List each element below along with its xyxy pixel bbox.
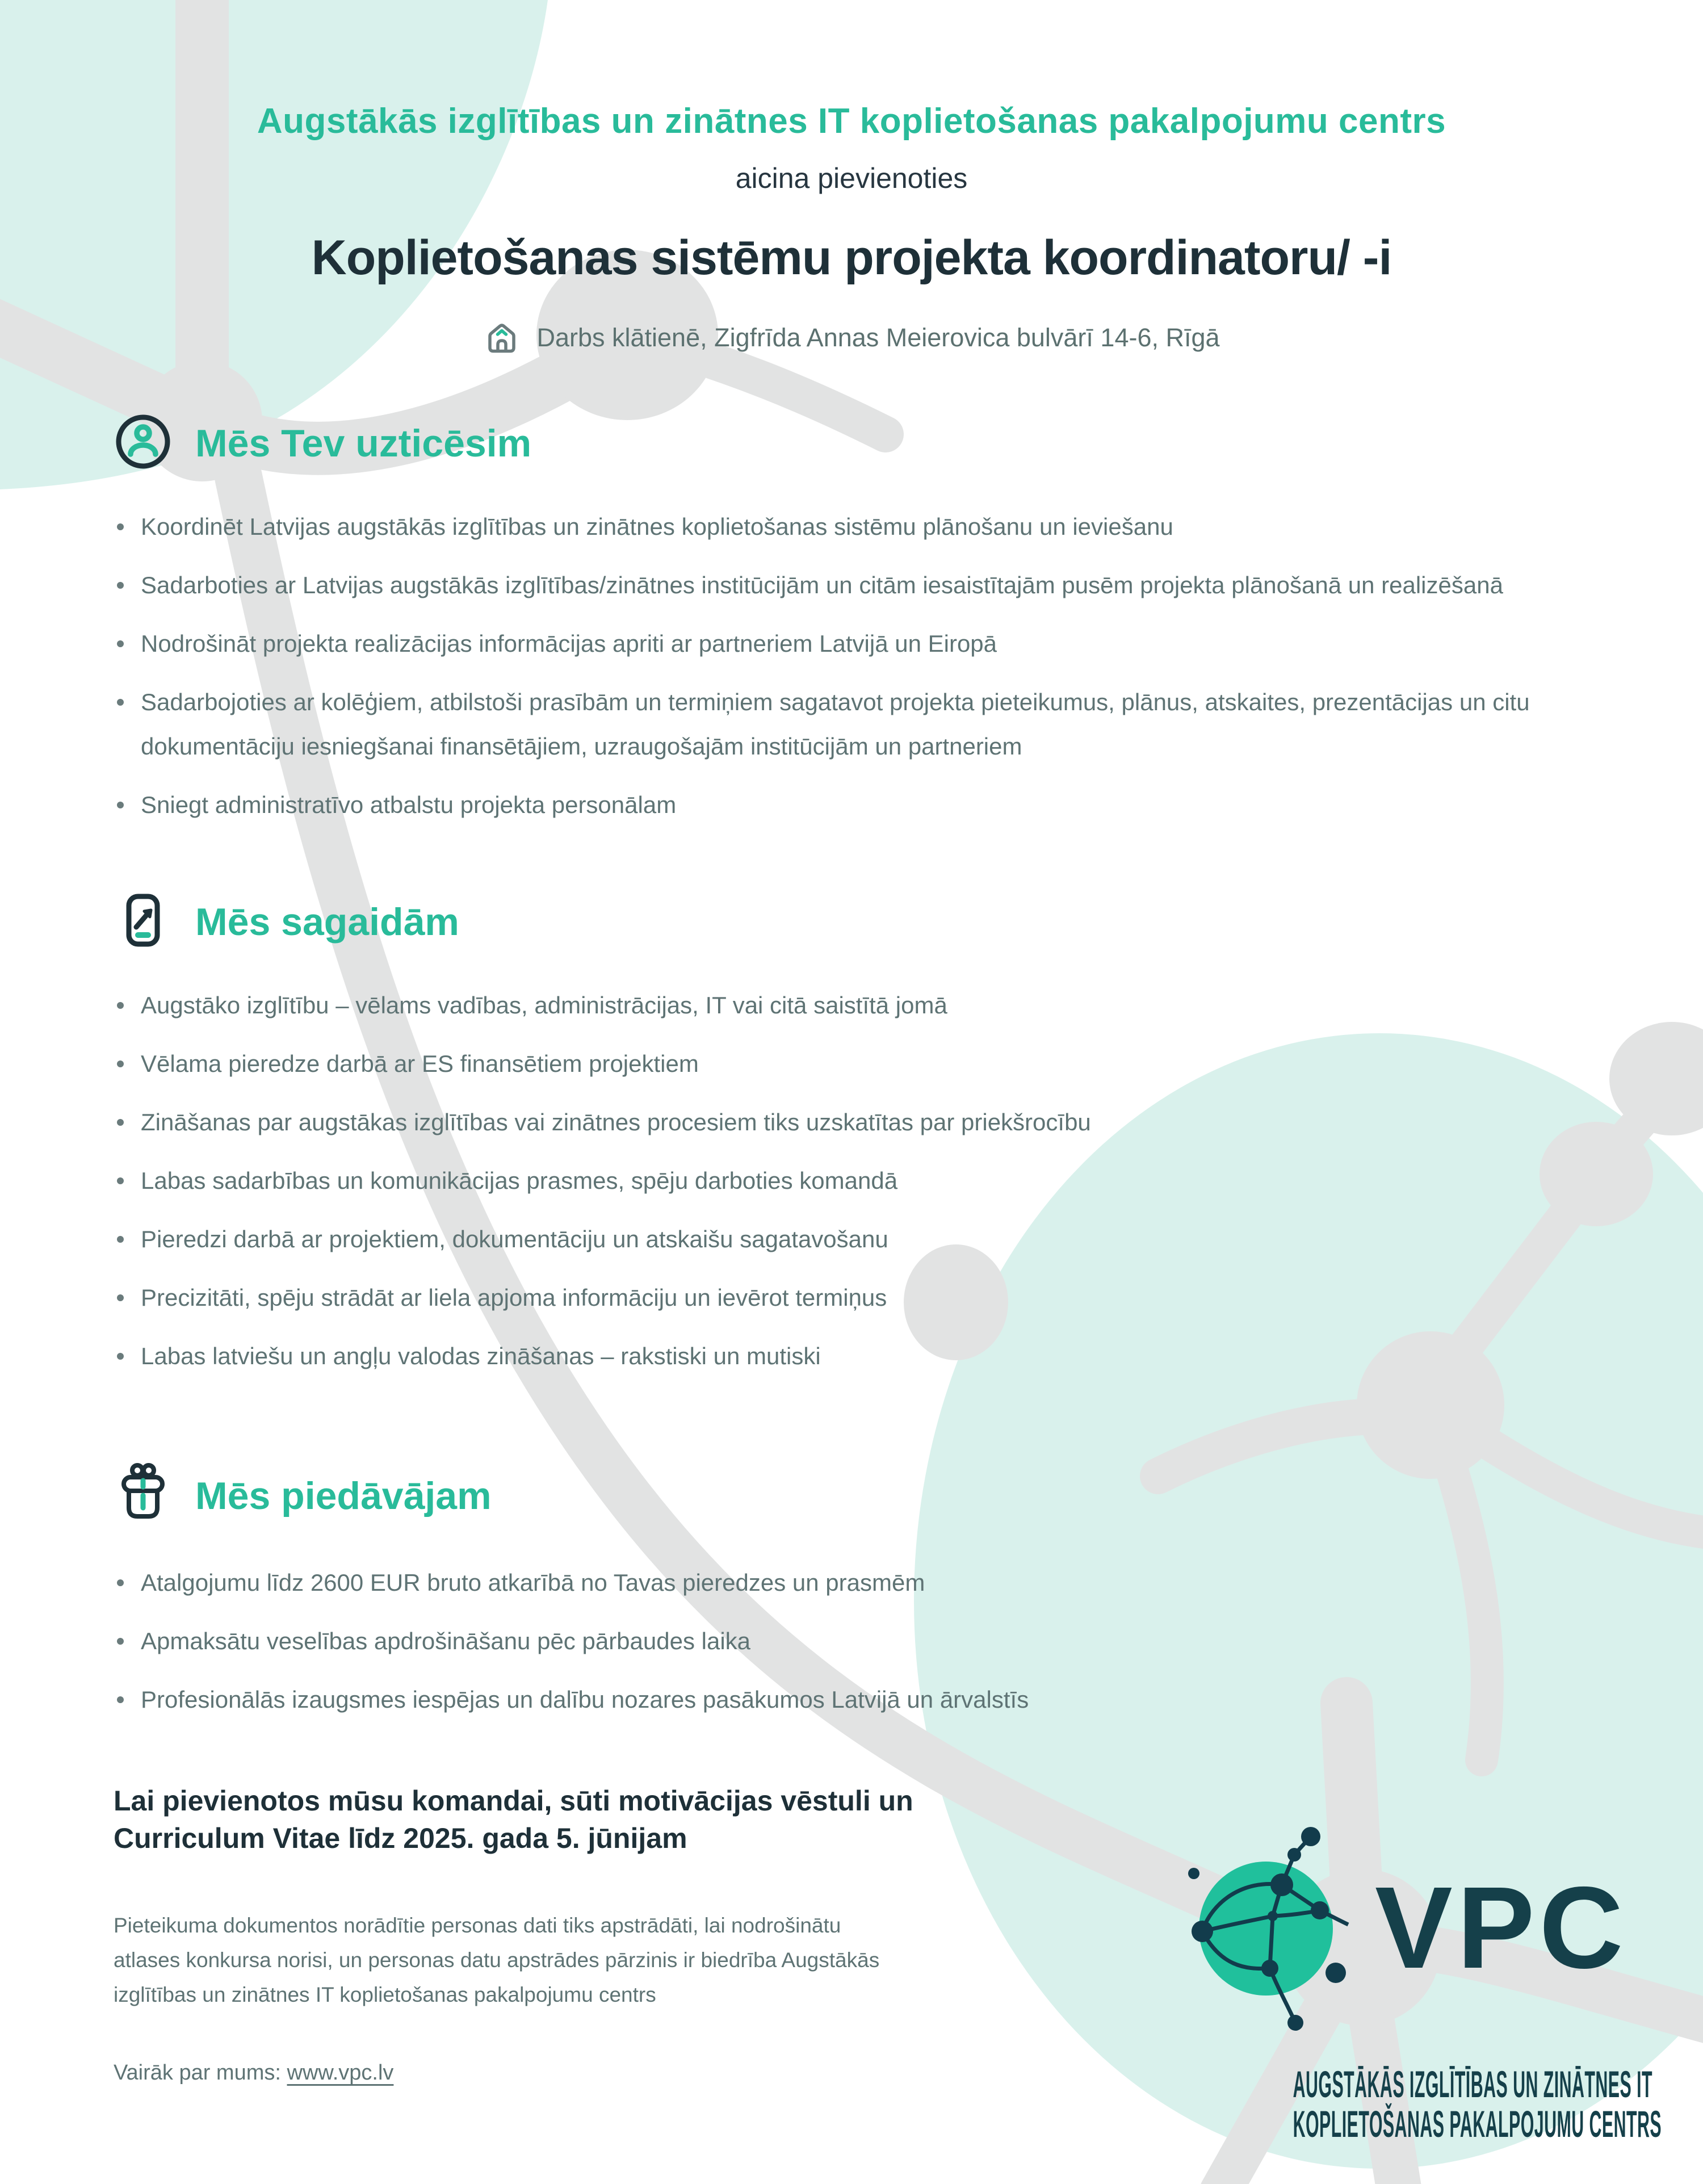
invite-line: aicina pievienoties xyxy=(735,162,968,194)
poster-header xyxy=(0,0,1703,357)
list-item: Apmaksātu veselības apdrošināšanu pēc pārbaudes laika xyxy=(114,1619,1589,1663)
location-text: Darbs klātienē, Zigfrīda Annas Meierovica bulvārī 14-6, Rīgā xyxy=(536,323,1220,352)
list-item: Nodrošināt projekta realizācijas informācijas apriti ar partneriem Latvijā un Eiropā xyxy=(114,622,1589,666)
privacy-line: izglītības un zinātnes IT koplietošanas pakalpojumu centrs xyxy=(114,1983,656,2006)
organization-name: Augstākās izglītības un zinātnes IT koplietošanas pakalpojumu centrs xyxy=(257,102,1446,141)
bullet-list xyxy=(114,505,1589,827)
globe-network-icon xyxy=(1158,1800,1351,2064)
phone-growth-icon xyxy=(114,891,173,953)
list-item: Labas sadarbības un komunikācijas prasmes, spēju darboties komandā xyxy=(114,1159,1589,1203)
list-item: Zināšanas par augstākas izglītības vai zinātnes procesiem tiks uzskatītas par priekšrocību xyxy=(114,1100,1589,1145)
list-item: Sadarbojoties ar kolēģiem, atbilstoši prasībām un termiņiem sagatavot projekta pieteikumus, plānus, atskaites, prezentācijas un citu dokumentāciju iesniegšanai finansētājiem, uzraugošajām institūcijām un partneriem xyxy=(114,680,1589,769)
privacy-notice xyxy=(114,1908,1107,2012)
bullet-list xyxy=(114,983,1589,1378)
privacy-line: atlases konkursa norisi, un personas datu apstrādes pārzinis ir biedrība Augstākās xyxy=(114,1948,880,1972)
section-heading: Mēs piedāvājam xyxy=(195,1474,492,1518)
person-icon xyxy=(114,412,173,474)
section-we-offer xyxy=(114,1461,1606,1722)
cta-line: Lai pievienotos mūsu komandai, sūti motivācijas vēstuli un xyxy=(114,1785,913,1817)
gift-icon xyxy=(114,1461,173,1530)
closing-block xyxy=(0,1782,1107,2085)
more-info-line xyxy=(114,2061,1107,2085)
list-item: Atalgojumu līdz 2600 EUR bruto atkarībā no Tavas pieredzes un prasmēm xyxy=(114,1561,1589,1605)
logo-caption xyxy=(1158,2063,1662,2145)
list-item: Labas latviešu un angļu valodas zināšanas – rakstiski un mutiski xyxy=(114,1334,1589,1378)
list-item: Koordinēt Latvijas augstākās izglītības un zinātnes koplietošanas sistēmu plānošanu un ieviešanu xyxy=(114,505,1589,549)
location-row xyxy=(0,319,1703,357)
website-link[interactable]: www.vpc.lv xyxy=(287,2061,394,2085)
bullet-list xyxy=(114,1561,1589,1722)
list-item: Precizitāti, spēju strādāt ar liela apjoma informāciju un ievērot termiņus xyxy=(114,1276,1589,1320)
section-heading: Mēs sagaidām xyxy=(195,900,459,944)
list-item: Profesionālās izaugsmes iespējas un dalību nozares pasākumos Latvijā un ārvalstīs xyxy=(114,1678,1589,1722)
section-heading: Mēs Tev uzticēsim xyxy=(195,421,532,465)
privacy-line: Pieteikuma dokumentos norādītie personas dati tiks apstrādāti, lai nodrošinātu xyxy=(114,1914,841,1937)
list-item: Vēlama pieredze darbā ar ES finansētiem projektiem xyxy=(114,1042,1589,1086)
section-we-expect xyxy=(114,891,1606,1378)
application-cta xyxy=(114,1782,1107,1857)
list-item: Sadarboties ar Latvijas augstākās izglītības/zinātnes institūcijām un citām iesaistītajām pusēm projekta plānošanā un realizēšanā xyxy=(114,563,1589,607)
more-info-label: Vairāk par mums: xyxy=(114,2061,281,2085)
vpc-logo xyxy=(1158,1801,1662,2145)
list-item: Augstāko izglītību – vēlams vadības, administrācijas, IT vai citā saistītā jomā xyxy=(114,983,1589,1028)
home-icon xyxy=(483,319,521,357)
logo-wordmark: VPC xyxy=(1375,1862,1628,1993)
job-title: Koplietošanas sistēmu projekta koordinatoru/ -i xyxy=(311,230,1392,285)
logo-caption-line: AUGSTĀKĀS IZGLĪTĪBAS UN ZINĀTNES IT xyxy=(1293,2063,1653,2105)
logo-caption-line: KOPLIETOŠANAS PAKALPOJUMU CENTRS xyxy=(1293,2103,1662,2145)
section-we-entrust xyxy=(114,412,1606,827)
list-item: Sniegt administratīvo atbalstu projekta personālam xyxy=(114,783,1589,827)
list-item: Pieredzi darbā ar projektiem, dokumentāciju un atskaišu sagatavošanu xyxy=(114,1217,1589,1261)
cta-line: Curriculum Vitae līdz 2025. gada 5. jūnijam xyxy=(114,1822,687,1854)
